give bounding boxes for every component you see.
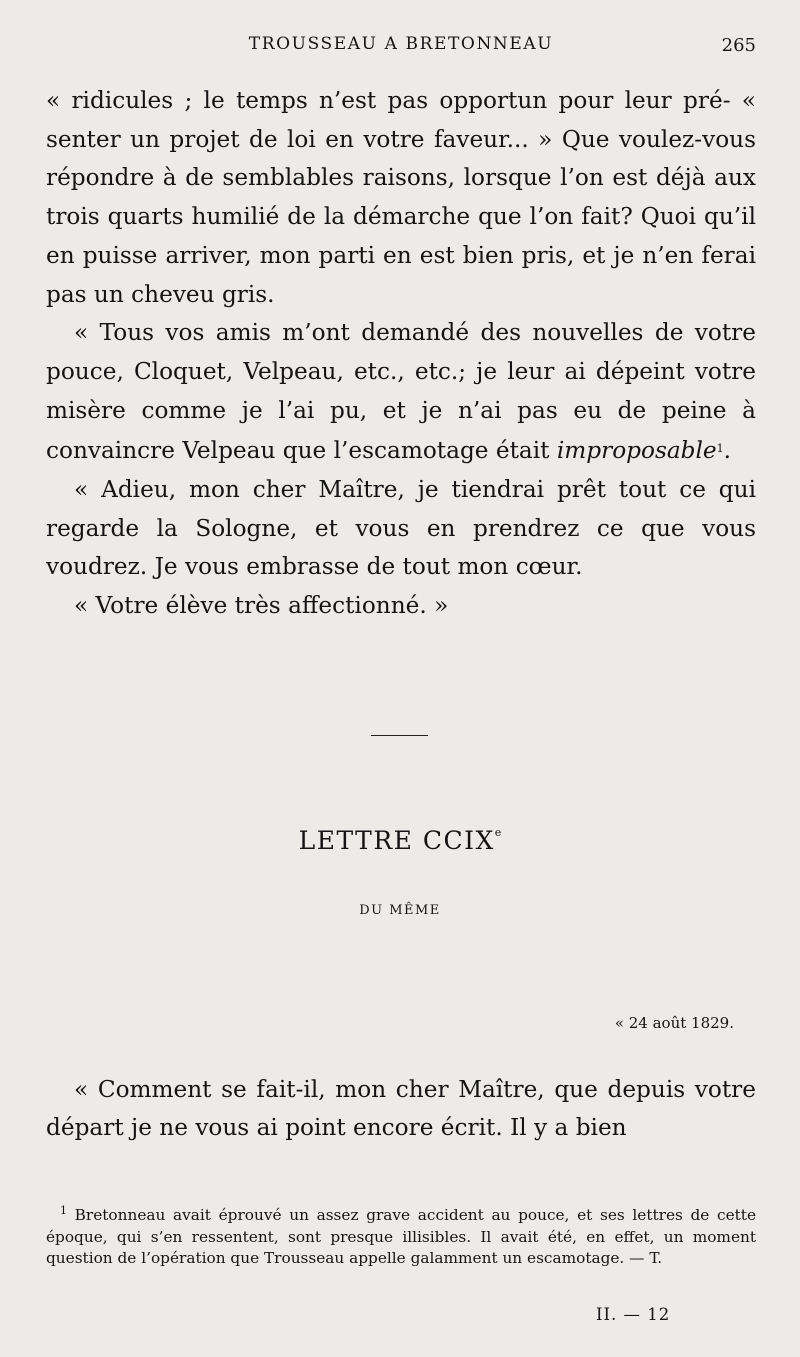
closing-line: « Votre élève très affectionné. » bbox=[74, 592, 449, 620]
signature-mark: II. — 12 bbox=[596, 1305, 671, 1324]
letter-title-superscript: e bbox=[494, 826, 502, 839]
page-number: 265 bbox=[721, 35, 756, 56]
letter-title bbox=[0, 826, 800, 855]
section-divider bbox=[371, 735, 428, 736]
paragraph-end: . bbox=[723, 437, 732, 465]
letter-title-text: LETTRE CCIX bbox=[298, 826, 495, 855]
footnote bbox=[46, 1200, 756, 1270]
footnote-marker: 1 bbox=[60, 1204, 67, 1217]
footnote-paragraph bbox=[46, 1200, 756, 1270]
footnote-reference: 1 bbox=[716, 442, 724, 456]
page-header bbox=[46, 32, 756, 62]
footnote-text: Bretonneau avait éprouvé un assez grave accident au pouce, et ses lettres de cette époque, qui s’en ressentent, sont presque illisibles. Il avait été, en effet, un moment question de l’opération que Trousseau appelle galamment un escamotage. — T. bbox=[46, 1206, 756, 1267]
italic-word: improposable bbox=[556, 437, 717, 465]
running-title: TROUSSEAU A BRETONNEAU bbox=[248, 34, 554, 54]
letter-body bbox=[46, 1071, 756, 1147]
letter-continuation bbox=[46, 82, 756, 626]
paragraph: « ridicules ; le temps n’est pas opportun pour leur pré- « senter un projet de loi en votre faveur... » Que voulez-vous répondre à de semblables raisons, lorsque l’on est déjà aux trois quarts humilié de la démarche que l’on fait? Quoi qu’il en puisse arriver, mon parti en est bien pris, et je n’en ferai pas un cheveu gris. bbox=[46, 87, 756, 308]
paragraph bbox=[46, 314, 756, 471]
paragraph: « Adieu, mon cher Maître, je tiendrai prêt tout ce qui regarde la Sologne, et vous en prendrez ce que vous voudrez. Je vous embrasse de tout mon cœur. bbox=[46, 476, 756, 581]
letter-date: « 24 août 1829. bbox=[614, 1014, 734, 1032]
paragraph: « Comment se fait-il, mon cher Maître, que depuis votre départ je ne vous ai point encore écrit. Il y a bien bbox=[46, 1076, 756, 1141]
paragraph-text: « Tous vos amis m’ont demandé des nouvelles de votre pouce, Cloquet, Velpeau, etc., etc.; je leur ai dépeint votre misère comme je l’ai pu, et je n’ai pas eu de peine à convaincre Velpeau que l’escamotage était bbox=[46, 319, 756, 465]
letter-subtitle: DU MÊME bbox=[359, 903, 441, 918]
